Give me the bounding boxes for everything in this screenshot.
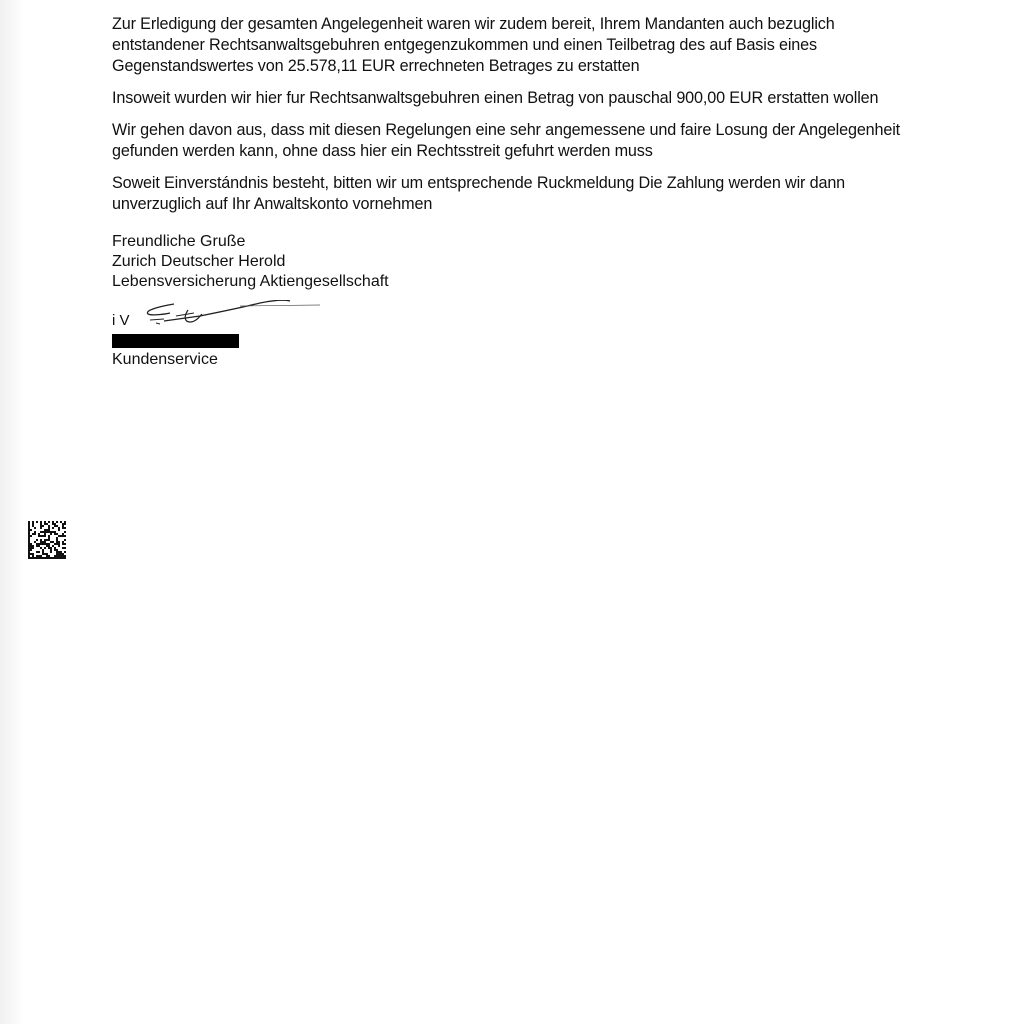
letter-body [112,14,924,370]
closing-greeting: Freundliche Gruße [112,233,246,250]
paragraph-reimbursement-offer: Zur Erledigung der gesamten Angelegenheit waren wir zudem bereit, Ihrem Mandanten auch bezuglich entstandener Rechtsanwaltsgebuhren entgegenzukommen und einen Teilbetrag des auf Basis eines Gegenstandswertes von 25.578,11 EUR errechneten Betrages zu erstatten [112,15,835,75]
paragraph-payment-request: Soweit Einverstándnis besteht, bitten wir um entsprechende Ruckmeldung Die Zahlung werden wir dann unverzuglich auf Ihr Anwaltskonto vornehmen [112,174,846,213]
paragraph-flat-fee: Insoweit wurden wir hier fur Rechtsanwaltsgebuhren einen Betrag von pauschal 900,00 EUR erstatten wollen [112,89,879,107]
signature-row [112,300,924,334]
company-name-line1: Zurich Deutscher Herold [112,253,286,270]
on-behalf-label: i V [112,312,130,329]
data-matrix-code [28,521,66,559]
paragraph-fair-solution: Wir gehen davon aus, dass mit diesen Regelungen eine sehr angemessene und faire Losung der Angelegenheit gefunden werden kann, ohne dass hier ein Rechtsstreit gefuhrt werden muss [112,121,901,160]
redacted-signatory-name [112,334,239,348]
page-edge-shadow [0,0,24,1024]
department-name: Kundenservice [112,351,218,368]
company-name-line2: Lebensversicherung Aktiengesellschaft [112,273,389,290]
handwritten-signature [140,300,320,334]
closing-block [112,232,924,370]
